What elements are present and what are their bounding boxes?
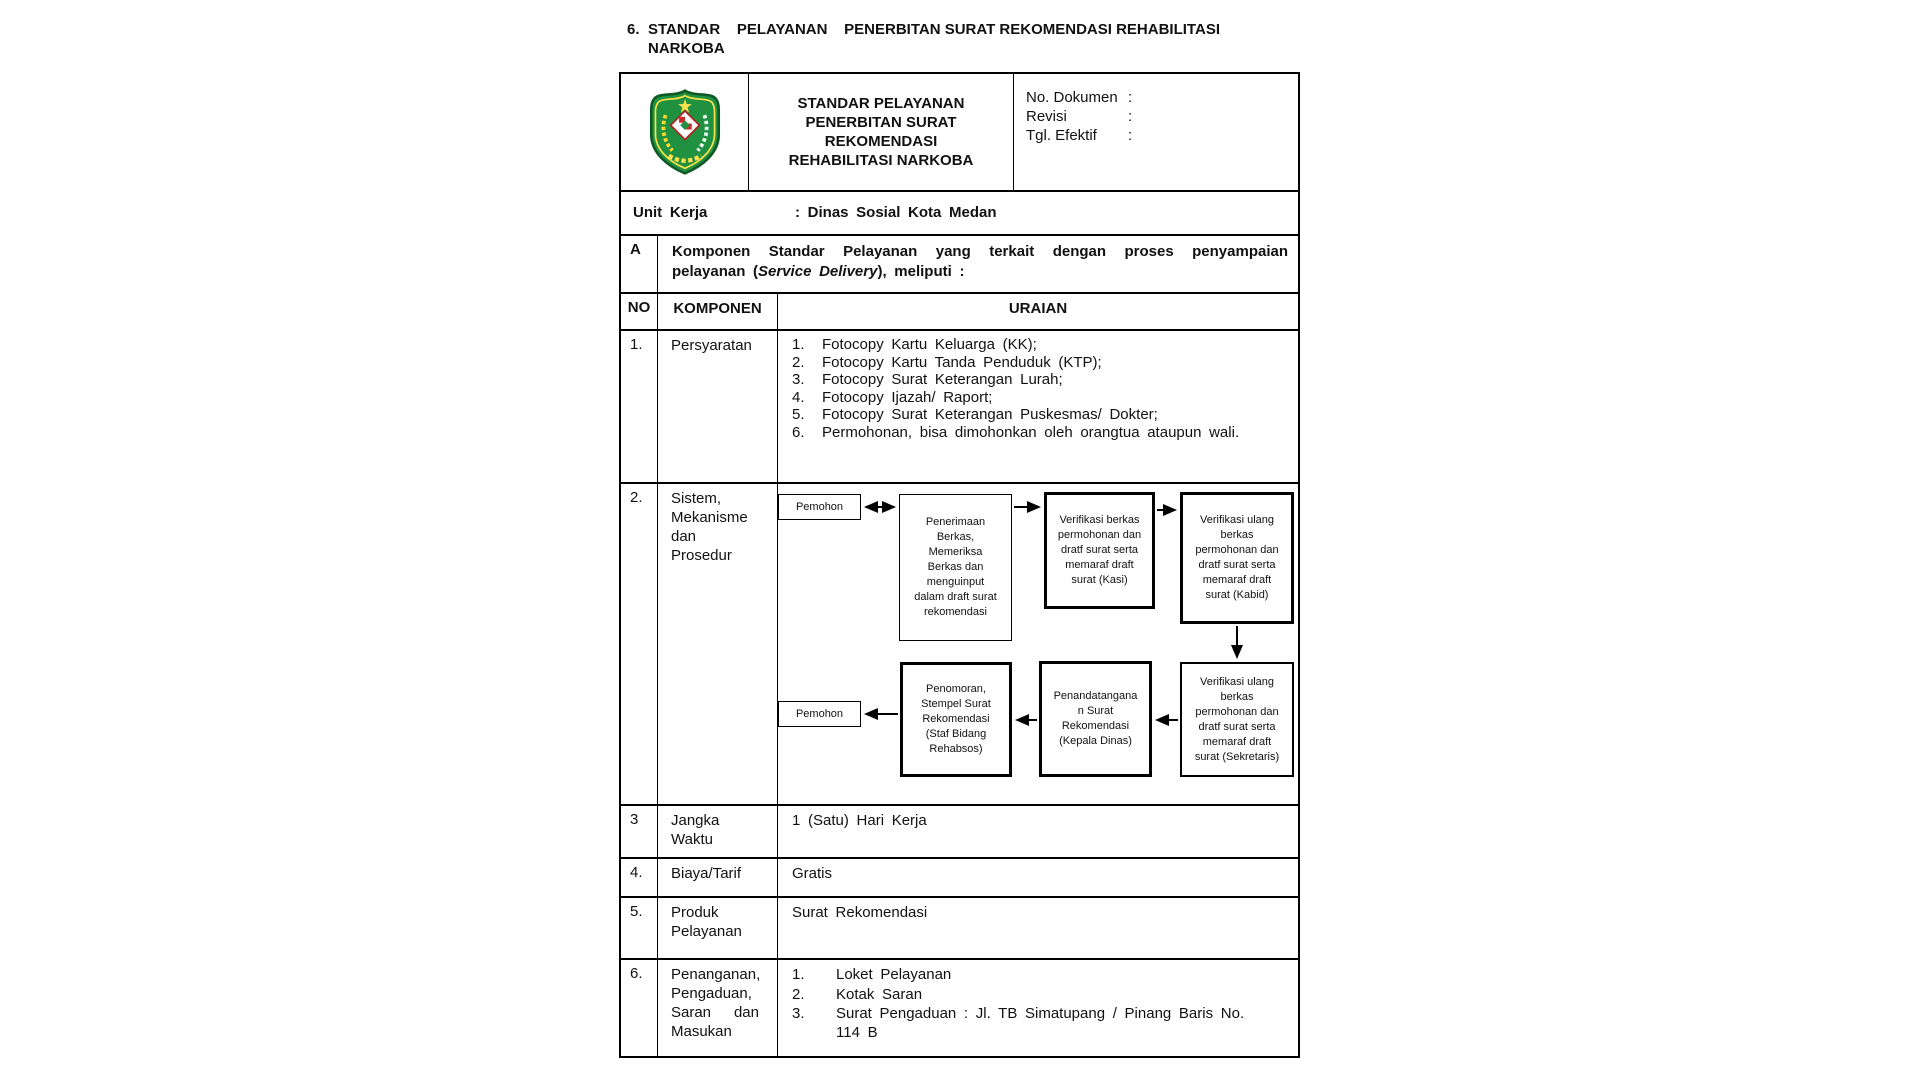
revision-label: Revisi bbox=[1026, 108, 1067, 125]
list-item bbox=[792, 354, 1290, 371]
row-jangka-no: 3 bbox=[621, 806, 658, 857]
flow-box-pemohon-end bbox=[778, 701, 861, 727]
flow-box-penerimaan-berkas bbox=[899, 494, 1012, 641]
column-header-row bbox=[621, 292, 1298, 329]
flow-box-verifikasi-kasi bbox=[1044, 492, 1155, 609]
column-header-komponen: KOMPONEN bbox=[658, 294, 778, 329]
flow-box-label: Verifikasi ulang berkas permohonan dan dratf surat serta memaraf draft surat (Kabid) bbox=[1195, 514, 1279, 601]
list-item bbox=[792, 336, 1290, 353]
row-pengaduan bbox=[621, 958, 1298, 1056]
row-jangka-uraian: 1 (Satu) Hari Kerja bbox=[792, 812, 927, 829]
list-item bbox=[792, 965, 1290, 984]
row-biaya-uraian: Gratis bbox=[792, 865, 833, 882]
item-number: 6. bbox=[792, 423, 805, 441]
row-prosedur bbox=[621, 482, 1298, 804]
item-text: Fotocopy Kartu Tanda Penduduk (KTP); bbox=[822, 353, 1102, 371]
list-item bbox=[792, 1004, 1290, 1042]
row-pengaduan-no: 6. bbox=[621, 960, 658, 1056]
flow-box-penomoran-stempel bbox=[900, 662, 1012, 777]
service-standard-table bbox=[619, 72, 1300, 1058]
doc-number-colon: : bbox=[1128, 89, 1133, 106]
row-produk-pelayanan bbox=[621, 896, 1298, 958]
row-persyaratan-no: 1. bbox=[621, 331, 658, 482]
section-a-text-before: Komponen Standar Pelayanan yang terkait dengan proses penyampaian pelayanan ( bbox=[672, 243, 1288, 280]
section-a-text bbox=[658, 236, 1298, 292]
table-header-row bbox=[621, 74, 1298, 190]
list-item bbox=[792, 985, 1290, 1004]
flowchart bbox=[778, 484, 1298, 804]
row-produk-komponen: Produk Pelayanan bbox=[658, 898, 778, 958]
row-prosedur-no: 2. bbox=[621, 484, 658, 804]
persyaratan-list bbox=[792, 336, 1290, 441]
page-title-number: 6. bbox=[627, 21, 640, 38]
unit-kerja-label: Unit Kerja bbox=[633, 204, 708, 221]
header-title: STANDAR PELAYANAN PENERBITAN SURAT REKOMENDASI REHABILITASI NARKOBA bbox=[788, 95, 974, 169]
flow-box-label: Penomoran, Stempel Surat Rekomendasi (Staf Bidang Rehabsos) bbox=[921, 683, 991, 755]
row-jangka-waktu bbox=[621, 804, 1298, 857]
unit-kerja-value: : Dinas Sosial Kota Medan bbox=[795, 204, 997, 221]
column-header-uraian: URAIAN bbox=[1008, 300, 1068, 317]
flow-box-label: Penerimaan Berkas, Memeriksa Berkas dan menguinput dalam draft surat rekomendasi bbox=[914, 516, 997, 618]
flow-box-pemohon-start bbox=[778, 494, 861, 520]
row-produk-uraian: Surat Rekomendasi bbox=[792, 904, 928, 921]
row-biaya-no: 4. bbox=[621, 859, 658, 896]
item-number: 3. bbox=[792, 371, 805, 388]
doc-number-line bbox=[1026, 88, 1298, 107]
section-a-letter: A bbox=[621, 236, 658, 292]
item-text: Permohonan, bisa dimohonkan oleh orangtua ataupun wali. bbox=[822, 423, 1240, 441]
logo-cell bbox=[621, 74, 749, 190]
unit-kerja-row bbox=[621, 190, 1298, 234]
list-item bbox=[792, 406, 1290, 423]
item-number: 4. bbox=[792, 388, 805, 406]
item-text: Fotocopy Surat Keterangan Lurah; bbox=[822, 371, 1063, 388]
flow-box-label: Verifikasi ulang berkas permohonan dan dratf surat serta memaraf draft surat (Sekretaris) bbox=[1194, 675, 1280, 763]
list-item bbox=[792, 424, 1290, 441]
section-a-text-after: ), meliputi : bbox=[877, 263, 965, 280]
item-text: Fotocopy Ijazah/ Raport; bbox=[822, 388, 993, 406]
section-a-text-italic: Service Delivery bbox=[758, 263, 878, 280]
pengaduan-list bbox=[792, 965, 1290, 1042]
item-number: 1. bbox=[792, 336, 805, 353]
row-biaya-komponen: Biaya/Tarif bbox=[658, 859, 778, 896]
revision-line bbox=[1026, 107, 1298, 126]
flow-box-verifikasi-sekretaris bbox=[1180, 662, 1294, 777]
effective-date-line bbox=[1026, 126, 1298, 145]
item-number: 1. bbox=[792, 966, 805, 983]
row-persyaratan bbox=[621, 329, 1298, 482]
document-info-cell bbox=[1014, 74, 1298, 190]
list-item bbox=[792, 389, 1290, 406]
row-prosedur-komponen: Sistem, Mekanisme dan Prosedur bbox=[658, 484, 778, 804]
item-text: Loket Pelayanan bbox=[836, 966, 952, 983]
doc-number-label: No. Dokumen bbox=[1026, 89, 1118, 106]
item-text: Fotocopy Surat Keterangan Puskesmas/ Dokter; bbox=[822, 406, 1158, 423]
row-persyaratan-komponen: Persyaratan bbox=[658, 331, 778, 482]
row-biaya-tarif bbox=[621, 857, 1298, 896]
item-number: 2. bbox=[792, 985, 805, 1003]
row-jangka-komponen: Jangka Waktu bbox=[658, 806, 778, 857]
effective-date-colon: : bbox=[1128, 127, 1133, 144]
item-text: Fotocopy Kartu Keluarga (KK); bbox=[822, 336, 1037, 353]
page-title bbox=[627, 20, 1220, 58]
row-produk-no: 5. bbox=[621, 898, 658, 958]
effective-date-label: Tgl. Efektif bbox=[1026, 127, 1097, 144]
page-title-line2: NARKOBA bbox=[648, 40, 725, 57]
flow-box-label: Verifikasi berkas permohonan dan dratf surat serta memaraf draft surat (Kasi) bbox=[1057, 514, 1142, 586]
page-title-line1: STANDAR PELAYANAN PENERBITAN SURAT REKOMENDASI REHABILITASI bbox=[648, 21, 1220, 38]
flow-box-verifikasi-kabid bbox=[1180, 492, 1294, 624]
item-number: 3. bbox=[792, 1005, 805, 1022]
header-title-cell bbox=[749, 74, 1014, 190]
flow-box-penandatanganan-kepala-dinas bbox=[1039, 661, 1152, 777]
revision-colon: : bbox=[1128, 108, 1133, 125]
item-number: 5. bbox=[792, 406, 805, 423]
flow-box-label: Penandatanganan Surat Rekomendasi (Kepala Dinas) bbox=[1053, 690, 1138, 747]
item-number: 2. bbox=[792, 353, 805, 371]
medan-city-logo bbox=[647, 88, 723, 176]
flow-box-label: Pemohon bbox=[795, 707, 844, 720]
flow-box-label: Pemohon bbox=[795, 500, 844, 513]
item-text: Kotak Saran bbox=[836, 985, 923, 1003]
column-header-no: NO bbox=[621, 294, 658, 329]
section-a-row bbox=[621, 234, 1298, 292]
row-pengaduan-komponen: Penanganan, Pengaduan, Saran dan Masukan bbox=[658, 960, 778, 1056]
list-item bbox=[792, 371, 1290, 388]
item-text: Surat Pengaduan : Jl. TB Simatupang / Pinang Baris No. 114 B bbox=[836, 1005, 1245, 1041]
